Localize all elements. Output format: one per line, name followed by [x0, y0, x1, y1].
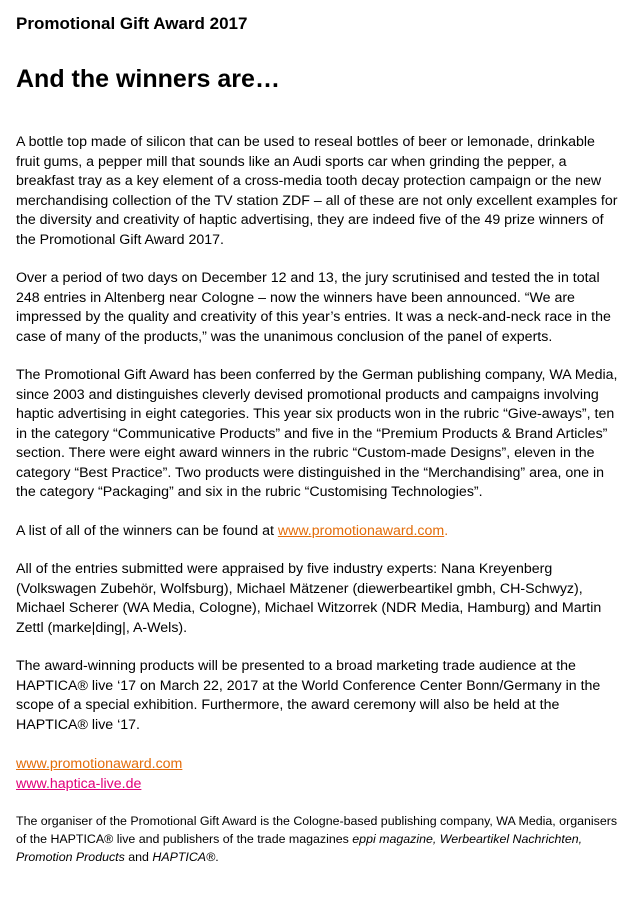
- link-list: [16, 755, 619, 794]
- haptica-link[interactable]: www.haptica-live.de: [16, 775, 142, 792]
- winners-list-period: .: [444, 522, 449, 539]
- winners-list-text: A list of all of the winners can be found at: [16, 522, 278, 539]
- headline: And the winners are…: [16, 65, 280, 93]
- paragraph-categories: The Promotional Gift Award has been conferred by the German publishing company, WA Media, since 2003 and distinguishes cleverly devised promotional products and campaigns involving haptic advertising in eight categories. This year six products won in the rubric “Give-aways”, ten in the category “Communicative Products” and five in the “Premium Products & Brand Articles” section. There were eight award winners in the rubric “Custom-made Designs”, eleven in the category “Best Practice”. Two products were distinguished in the “Merchandising” area, one in the category “Packaging” and six in the rubric “Customising Technologies”.: [16, 367, 618, 500]
- paragraph-winners-list: [16, 522, 619, 542]
- paragraph-haptica: The award-winning products will be presented to a broad marketing trade audience at the HAPTICA® live ‘17 on March 22, 2017 at the World Conference Center Bonn/Germany in the scope of a special exhibition. Furthermore, the award ceremony will also be held at the HAPTICA® live ‘17.: [16, 658, 601, 733]
- footer-and: and: [124, 850, 153, 864]
- footer-magazines: eppi magazine, Werbeartikel Nachrichten, Promotion Products: [16, 832, 583, 864]
- footer-note: [16, 812, 619, 866]
- paragraph-experts: All of the entries submitted were appraised by five industry experts: Nana Kreyenberg (Volkswagen Zubehör, Wolfsburg), Michael Mätzener (diewerbeartikel gmbh, CH-Schwyz), Michael Scherer (WA Media, Cologne), Michael Witzorrek (NDR Media, Hamburg) and Martin Zettl (marke|ding|, A-Wels).: [16, 561, 602, 636]
- winners-list-link[interactable]: www.promotionaward.com: [277, 522, 445, 539]
- footer-haptica: HAPTICA®: [152, 850, 216, 864]
- footer-text: The organiser of the Promotional Gift Award is the Cologne-based publishing company, WA Media, organisers of the HAPTICA® live and publishers of the trade magazines: [16, 814, 618, 846]
- promotionaward-link[interactable]: www.promotionaward.com: [16, 756, 183, 772]
- document-title: Promotional Gift Award 2017: [16, 14, 248, 33]
- footer-period: .: [215, 850, 219, 864]
- paragraph-intro: A bottle top made of silicon that can be used to reseal bottles of beer or lemonade, drinkable fruit gums, a pepper mill that sounds like an Audi sports car when grinding the pepper, a breakfast tray as a key element of a cross-media tooth decay protection campaign or the new merchandising collection of the TV station ZDF – all of these are not only excellent examples for the diversity and creativity of haptic advertising, they are indeed five of the 49 prize winners of the Promotional Gift Award 2017.: [16, 134, 618, 248]
- paragraph-jury: Over a period of two days on December 12 and 13, the jury scrutinised and tested the in total 248 entries in Altenberg near Cologne – now the winners have been announced. “We are impressed by the quality and creativity of this year’s entries. It was a neck-and-neck race in the case of many of the products,” was the unanimous conclusion of the panel of experts.: [16, 270, 611, 345]
